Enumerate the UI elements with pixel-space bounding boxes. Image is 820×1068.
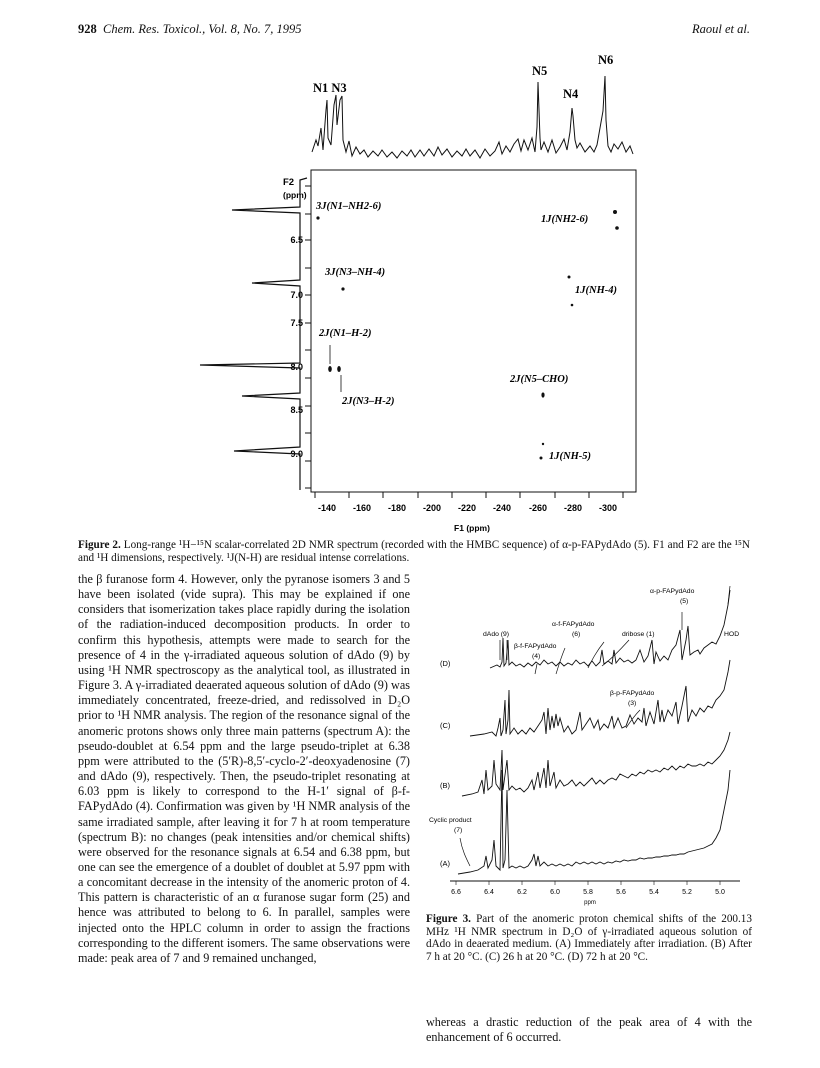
x-tick-label: -280 <box>563 503 583 513</box>
y-tick-label: 8.5 <box>290 405 303 415</box>
peak-label: (4) <box>532 653 541 660</box>
y-tick-label: 9.0 <box>290 449 303 459</box>
peak-label: (6) <box>572 631 581 638</box>
f1-projection-trace <box>312 76 633 158</box>
peak-label: Cyclic product <box>429 817 472 824</box>
f2-axis-unit: (ppm) <box>283 190 307 200</box>
fig3-x-tick-label: 5.2 <box>682 889 692 896</box>
x-tick-label: -160 <box>352 503 372 513</box>
y-tick-label: 7.5 <box>290 318 303 328</box>
fig3-x-tick-label: 5.6 <box>616 889 626 896</box>
spectrum-trace-c <box>470 660 730 736</box>
correlation-label: 2J(N1–H-2) <box>319 328 372 339</box>
body-text-left-column: the β furanose form 4. However, only the pyranose isomers 3 and 5 have been isolated (vide supra). This may be explained if one considers that isomerization takes place rapidly during the isolation of the radiation-induced decomposition products. In order to confirm this hypothesis, attempts were made to search for the presence of 4 in the γ-irradiated aqueous solution of dAdo (9) by using ¹H NMR spectroscopy as the analytical tool, as illustrated in Figure 3. A γ-irradiated deaerated aqueous solution of dAdo (9) was immediately concentrated, freeze-dried, and redissolved in D₂O prior to ¹H NMR analysis. The region of the resonance signal of the anomeric protons shows only three main patterns (spectrum A): the pseudo-doublet at 6.54 ppm and the large pseudo-triplet at 6.38 ppm were attributed to the (5′R)-8,5′-cyclo-2′-deoxyadenosine (7) and dAdo (9), respectively. Then, the pseudo-triplet resonating at 6.03 ppm is likely to correspond to the H-1′ signal of β-f-FAPydAdo (4). Confirmation was given by ¹H NMR analysis of the same irradiated sample, after leaving it for 7 h at room temperature (spectrum B): no changes (peak intensities and/or chemical shifts) were observed for the resonance signals at 6.54 and 6.38 ppm, but one can see the emergence of a doublet of doublet at 5.97 ppm with a concomitant decrease in the intensity of the anomeric proton of 4. This pattern is characteristic of an α furanose sugar form (25) and hence was attributed to belong to 6. In parallel, samples were injected onto the HPLC column in order to assign the fractions corresponding to the different isomers. The same observations were made: peak area of 7 and 9 remained unchanged, <box>78 572 410 965</box>
peak-label: (3) <box>628 700 637 707</box>
figure-2-caption-label: Figure 2. <box>78 539 121 551</box>
figure-3-caption-label: Figure 3. <box>426 913 471 925</box>
cross-peak <box>571 304 574 307</box>
figure-3-caption-text: Part of the anomeric proton chemical shifts of the 200.13 MHz ¹H NMR spectrum in D₂O of γ-irradiated aqueous solution of dAdo in deaerated medium. (A) Immediately after irradiation. (B) After 7 h at 20 °C. (C) 26 h at 20 °C. (D) 72 h at 20 °C. <box>426 913 752 963</box>
cross-peak <box>540 457 543 460</box>
peak-label: (7) <box>454 827 463 834</box>
correlation-label: 2J(N3–H-2) <box>342 396 395 407</box>
trace-label-a: (A) <box>440 859 450 868</box>
fig3-x-tick-label: 5.0 <box>715 889 725 896</box>
peak-label: α-f-FAPydAdo <box>552 621 595 628</box>
fig3-x-tick-label: 6.2 <box>517 889 527 896</box>
fig3-x-tick-label: 6.4 <box>484 889 494 896</box>
fig3-x-ticks <box>456 881 720 885</box>
correlation-label: 3J(N1–NH2-6) <box>316 201 382 212</box>
peak-label-n4: N4 <box>563 87 579 101</box>
trace-label-b: (B) <box>440 781 450 790</box>
peak-label-n5: N5 <box>532 64 548 78</box>
y-tick-label: 8.0 <box>290 362 303 372</box>
running-header-authors: Raoul et al. <box>692 22 750 36</box>
correlation-label: 2J(N5–CHO) <box>510 374 569 385</box>
cross-peak <box>615 226 619 230</box>
fig3-x-tick-label: 6.6 <box>451 889 461 896</box>
correlation-label: 3J(N3–NH-4) <box>325 267 386 278</box>
body-text-right-column: whereas a drastic reduction of the peak area of 4 with the enhancement of 6 occurred. <box>426 1015 752 1045</box>
peak-label: dribose (1) <box>622 631 655 638</box>
x-tick-label: -300 <box>598 503 618 513</box>
spectrum-trace-a <box>458 770 730 874</box>
peak-label: dAdo (9) <box>483 631 510 638</box>
cross-peak <box>328 366 332 372</box>
x-tick-label: -200 <box>422 503 442 513</box>
correlation-label: 1J(NH2-6) <box>541 214 589 225</box>
cross-peak <box>337 366 341 372</box>
x-tick-label: -220 <box>457 503 477 513</box>
x-axis <box>315 492 623 498</box>
f1-axis-label: F1 (ppm) <box>454 523 490 533</box>
x-tick-label: -240 <box>492 503 512 513</box>
trace-label-c: (C) <box>440 721 451 730</box>
spectrum-trace-d <box>490 590 730 668</box>
x-tick-label: -140 <box>317 503 337 513</box>
f2-projection-trace <box>200 178 307 490</box>
figure-2-caption-text: Long-range ¹H−¹⁵N scalar-correlated 2D NMR spectrum (recorded with the HMBC sequence) of α-p-FAPydAdo (5). F1 and F2 are the ¹⁵N and ¹H dimensions, respectively. ¹J(N-H) are residual intense correlations. <box>78 539 750 564</box>
cross-peak <box>341 287 344 290</box>
correlation-label: 1J(NH-4) <box>575 285 617 296</box>
x-tick-label: -180 <box>387 503 407 513</box>
peak-label: β-p-FAPydAdo <box>610 690 655 697</box>
fig3-x-tick-label: 5.4 <box>649 889 659 896</box>
cross-peak <box>541 392 544 397</box>
x-tick-label: -260 <box>528 503 548 513</box>
peak-label: HOD <box>724 631 740 638</box>
fig3-x-unit: ppm <box>584 900 596 906</box>
f2-axis-label: F2 <box>283 177 295 188</box>
cross-peak <box>568 276 571 279</box>
y-tick-label: 6.5 <box>290 235 303 245</box>
peak-label: β-f-FAPydAdo <box>514 643 557 650</box>
y-axis <box>305 186 311 488</box>
fig3-x-tick-label: 5.8 <box>583 889 593 896</box>
figure-3-caption <box>426 913 752 963</box>
fig3-x-tick-label: 6.0 <box>550 889 560 896</box>
peak-label-n1-n3: N1 N3 <box>313 81 347 95</box>
journal-citation: Chem. Res. Toxicol., Vol. 8, No. 7, 1995 <box>103 22 302 36</box>
trace-label-d: (D) <box>440 659 451 668</box>
cross-peak <box>613 210 617 214</box>
y-tick-label: 7.0 <box>290 290 303 300</box>
peak-label-n6: N6 <box>598 53 614 67</box>
page-number: 928 <box>78 22 97 36</box>
cross-peak <box>542 443 544 445</box>
peak-label: α-p-FAPydAdo <box>650 588 695 595</box>
cross-peak <box>316 216 319 219</box>
figure-2-caption <box>78 539 750 564</box>
peak-label: (5) <box>680 598 689 605</box>
correlation-label: 1J(NH-5) <box>549 451 591 462</box>
figure-3-stacked-spectra <box>421 583 751 907</box>
